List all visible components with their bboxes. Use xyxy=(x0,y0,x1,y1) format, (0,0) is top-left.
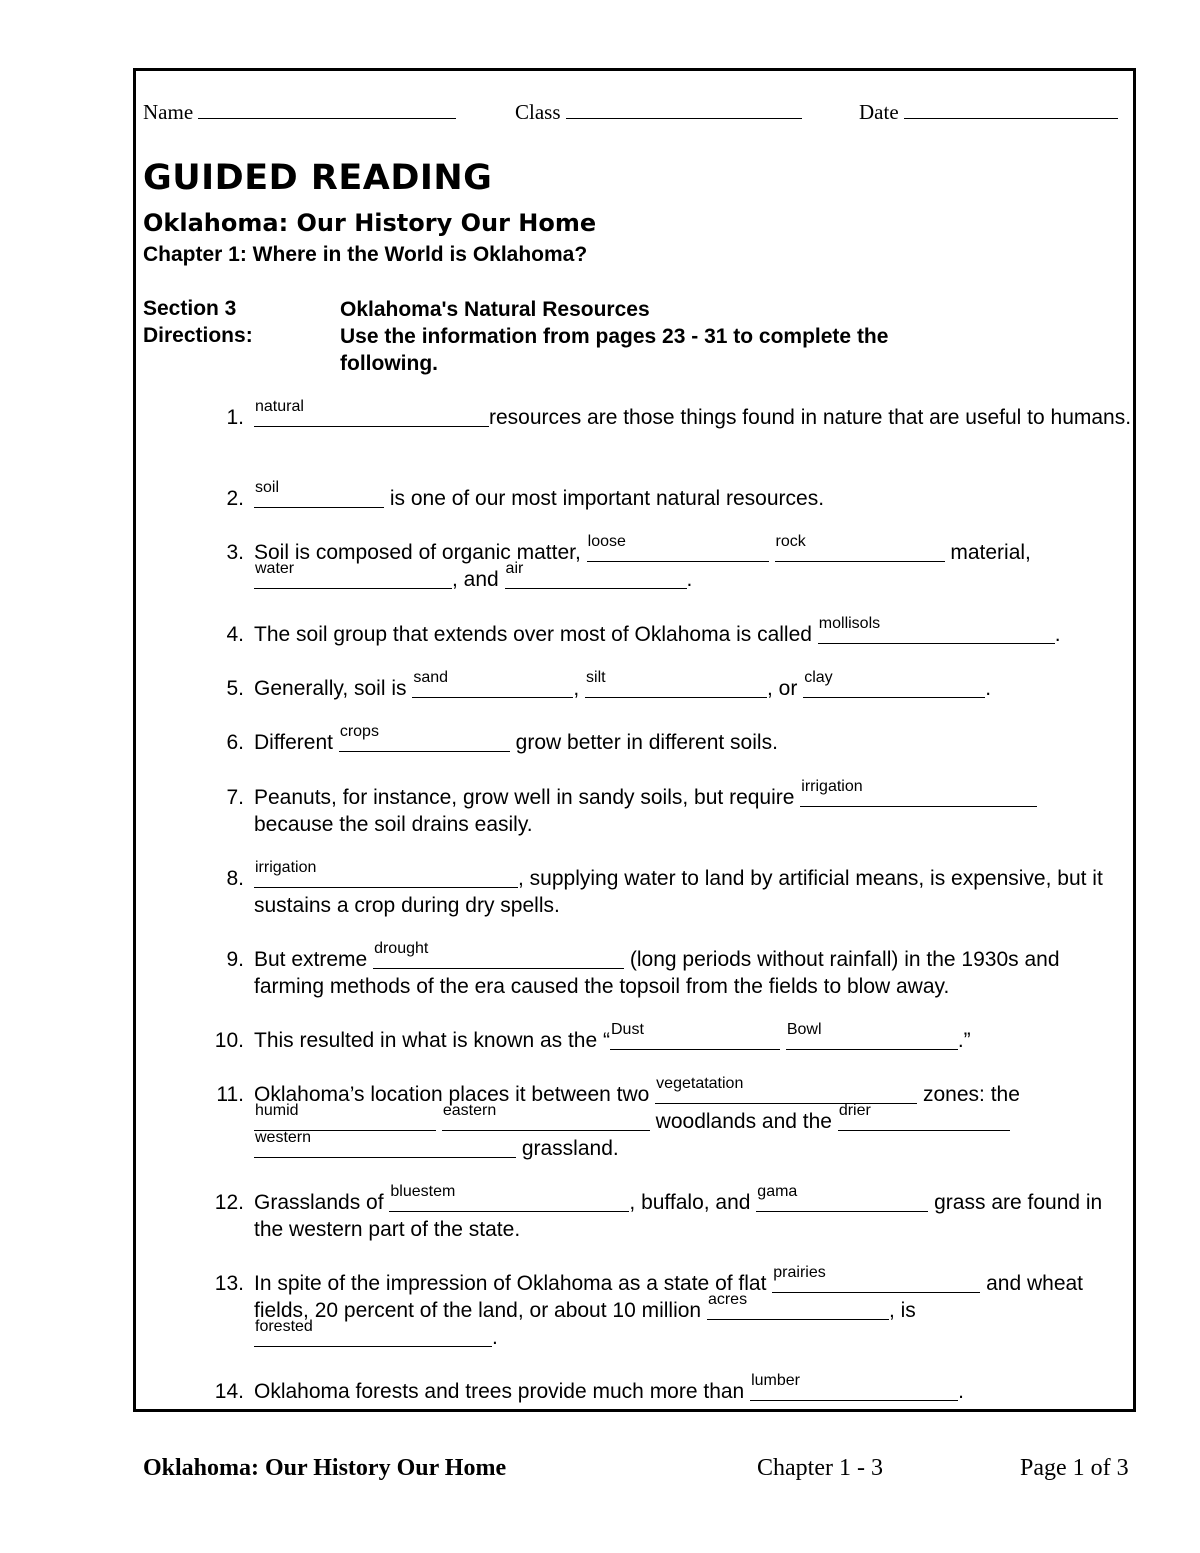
question-number: 11. xyxy=(216,1083,244,1106)
answer-blank[interactable] xyxy=(772,1264,980,1293)
footer-page-number: Page 1 of 3 xyxy=(1020,1455,1129,1481)
answer-blank[interactable] xyxy=(254,1129,516,1158)
question-text: , and xyxy=(452,568,505,591)
question-number: 10. xyxy=(214,1029,244,1052)
question-text: woodlands and the xyxy=(649,1110,838,1133)
answer-blank[interactable] xyxy=(655,1075,917,1104)
question-text: But extreme xyxy=(254,948,374,971)
date-blank[interactable] xyxy=(904,100,1118,119)
question-number: 9. xyxy=(226,948,244,971)
answer-text: gama xyxy=(757,1183,798,1200)
question-number: 2. xyxy=(226,487,244,510)
name-field xyxy=(143,100,456,125)
question-text: and wheat fields, 20 percent of the land, or about 10 million xyxy=(254,1272,1084,1322)
answer-text: Bowl xyxy=(786,1021,822,1038)
answer-text: crops xyxy=(339,723,379,740)
question-text: Generally, soil is xyxy=(254,677,413,700)
question-text: Different xyxy=(254,731,339,754)
answer-blank[interactable] xyxy=(254,1318,492,1347)
book-subtitle: Oklahoma: Our History Our Home xyxy=(143,209,597,237)
answer-blank[interactable] xyxy=(838,1102,1010,1131)
answer-text: silt xyxy=(586,669,606,686)
question-text: This resulted in what is known as the “ xyxy=(254,1029,610,1052)
question-text: Peanuts, for instance, grow well in sandy soils, but require xyxy=(254,786,801,809)
answer-text: prairies xyxy=(773,1264,826,1281)
answer-blank[interactable] xyxy=(254,560,452,589)
question-text: .” xyxy=(957,1029,971,1052)
answer-blank[interactable] xyxy=(389,1183,629,1212)
answer-text: rock xyxy=(775,533,806,550)
section-label: Section 3 xyxy=(143,297,237,320)
page-title: GUIDED READING xyxy=(143,158,493,198)
answer-text: vegetatation xyxy=(656,1075,744,1092)
answer-blank[interactable] xyxy=(373,940,624,969)
answer-blank[interactable] xyxy=(412,669,573,698)
answer-text: drier xyxy=(838,1102,871,1119)
question-number: 13. xyxy=(214,1272,244,1295)
directions-label: Directions: xyxy=(143,324,253,347)
chapter-heading: Chapter 1: Where in the World is Oklahoma? xyxy=(143,243,588,266)
answer-blank[interactable] xyxy=(505,560,687,589)
question-number: 4. xyxy=(226,623,244,646)
question-text: . xyxy=(958,1380,964,1403)
question-text: grow better in different soils. xyxy=(509,731,778,754)
directions-text: Use the information from pages 23 - 31 to complete the following. xyxy=(340,325,889,375)
question-text: , supplying water to land by artificial means, is expensive, but it sustains a crop during dry spells. xyxy=(254,867,1103,917)
answer-text: bluestem xyxy=(390,1183,456,1200)
question-text: , buffalo, and xyxy=(629,1191,757,1214)
answer-text: mollisols xyxy=(818,615,881,632)
question-text: , is xyxy=(888,1299,916,1322)
name-label: Name xyxy=(143,100,194,124)
answer-text: irrigation xyxy=(255,859,317,876)
answer-blank[interactable] xyxy=(750,1372,958,1401)
question-number: 6. xyxy=(226,731,244,754)
question-number: 5. xyxy=(226,677,244,700)
answer-text: lumber xyxy=(751,1372,800,1389)
name-blank[interactable] xyxy=(198,100,456,119)
question-text: , xyxy=(573,677,586,700)
answer-blank[interactable] xyxy=(756,1183,928,1212)
question-text: The soil group that extends over most of Oklahoma is called xyxy=(254,623,818,646)
answer-text: humid xyxy=(255,1102,299,1119)
answer-text: Dust xyxy=(611,1021,644,1038)
answer-text: forested xyxy=(255,1318,313,1335)
class-label: Class xyxy=(515,100,561,124)
answer-blank[interactable] xyxy=(800,778,1037,807)
question-number: 12. xyxy=(214,1191,244,1214)
answer-text: western xyxy=(255,1129,312,1146)
answer-blank[interactable] xyxy=(585,669,767,698)
question-text: (long periods without rainfall) in the 1930s and farming methods of the era caused the topsoil from the fields to blow away. xyxy=(254,948,1060,998)
question-text: Oklahoma’s location places it between two xyxy=(254,1083,656,1106)
answer-blank[interactable] xyxy=(587,533,769,562)
question-text: because the soil drains easily. xyxy=(254,813,533,836)
section-title: Oklahoma's Natural Resources xyxy=(340,298,650,321)
question-number: 7. xyxy=(226,786,244,809)
answer-blank[interactable] xyxy=(254,859,518,888)
answer-blank[interactable] xyxy=(610,1021,780,1050)
question-text: grass are found in the western part of the state. xyxy=(254,1191,1103,1241)
answer-blank[interactable] xyxy=(786,1021,958,1050)
footer-book-title: Oklahoma: Our History Our Home xyxy=(143,1455,507,1481)
answer-text: eastern xyxy=(442,1102,497,1119)
question-text: Soil is composed of organic matter, xyxy=(254,541,587,564)
question-text: , or xyxy=(767,677,804,700)
answer-blank[interactable] xyxy=(803,669,985,698)
question-number: 14. xyxy=(214,1380,244,1403)
answer-blank[interactable] xyxy=(775,533,945,562)
answer-blank[interactable] xyxy=(254,479,384,508)
answer-blank[interactable] xyxy=(442,1102,650,1131)
answer-text: air xyxy=(505,560,524,577)
question-text: zones: the xyxy=(917,1083,1020,1106)
question-text: grassland. xyxy=(516,1137,619,1160)
question-text: . xyxy=(492,1326,498,1349)
question-number: 1. xyxy=(226,406,244,429)
question-text: Grasslands of xyxy=(254,1191,390,1214)
question-number: 3. xyxy=(226,541,244,564)
question-text: is one of our most important natural resources. xyxy=(384,487,825,510)
class-blank[interactable] xyxy=(566,100,802,119)
answer-text: water xyxy=(255,560,295,577)
question-text: . xyxy=(686,568,693,591)
question-text: resources are those things found in nature that are useful to humans. xyxy=(489,406,1132,429)
answer-text: natural xyxy=(255,398,304,415)
footer-chapter: Chapter 1 - 3 xyxy=(757,1455,883,1481)
answer-blank[interactable] xyxy=(254,1102,436,1131)
answer-blank[interactable] xyxy=(339,723,510,752)
question-number: 8. xyxy=(226,867,244,890)
question-text: . xyxy=(1054,623,1061,646)
answer-text: soil xyxy=(255,479,280,496)
question-text: . xyxy=(985,677,992,700)
answer-blank[interactable] xyxy=(254,398,489,427)
answer-text: drought xyxy=(374,940,429,957)
question-text: In spite of the impression of Oklahoma as a state of flat xyxy=(254,1272,773,1295)
class-field xyxy=(515,100,802,125)
answer-text: clay xyxy=(804,669,833,686)
answer-text: irrigation xyxy=(801,778,863,795)
date-label: Date xyxy=(859,100,899,124)
answer-blank[interactable] xyxy=(818,615,1055,644)
date-field xyxy=(859,100,1118,125)
question-text: Oklahoma forests and trees provide much more than xyxy=(254,1380,751,1403)
question-text: material, xyxy=(944,541,1031,564)
answer-text: loose xyxy=(587,533,626,550)
answer-blank[interactable] xyxy=(707,1291,889,1320)
answer-text: acres xyxy=(707,1291,748,1308)
answer-text: sand xyxy=(413,669,449,686)
